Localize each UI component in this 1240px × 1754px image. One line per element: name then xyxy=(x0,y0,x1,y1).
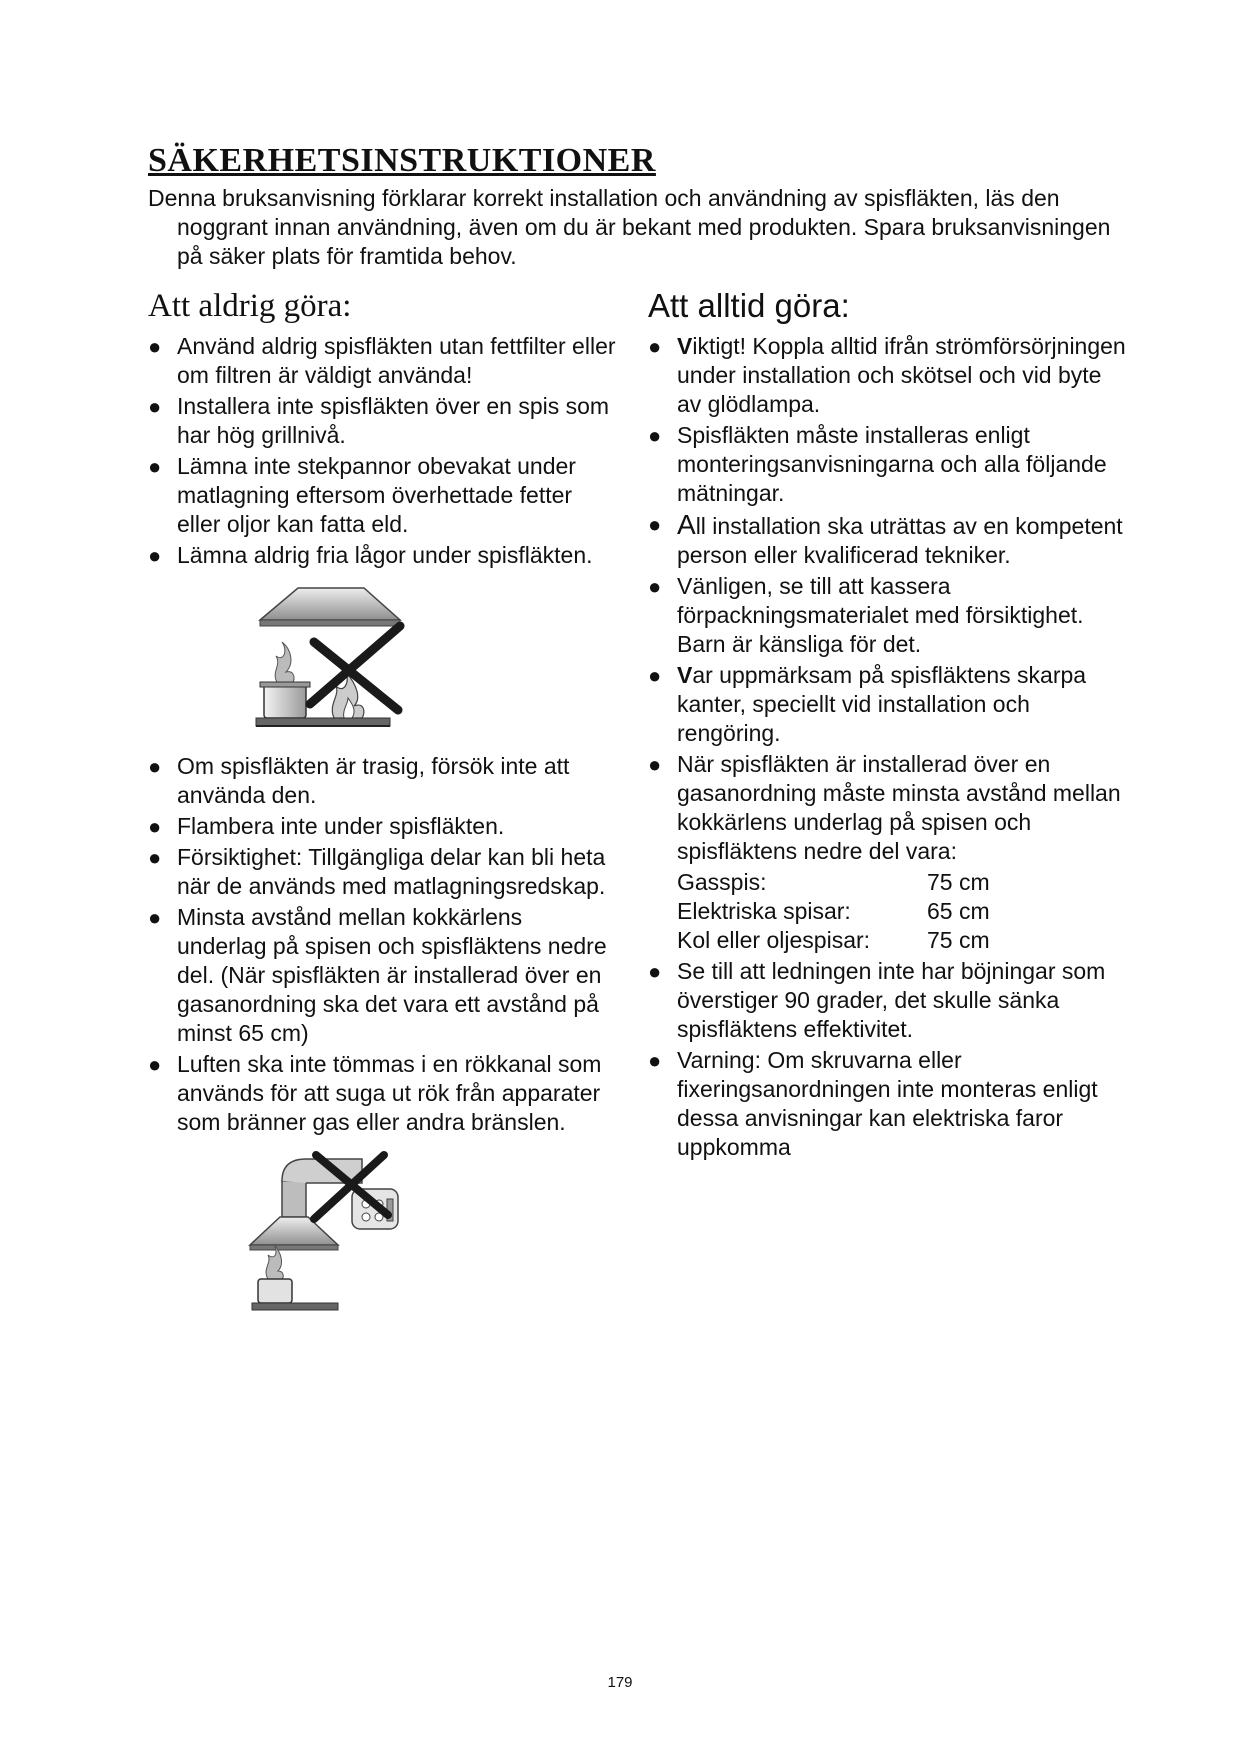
list-item: ● Flambera inte under spisfläkten. xyxy=(148,813,505,839)
bullet-icon: ● xyxy=(648,423,662,448)
list-item: ● Viktigt! Koppla alltid ifrån strömförsörjningen under installation och skötsel och vid byte av glödlampa. xyxy=(648,333,1126,417)
list-item: ● Lämna aldrig fria lågor under spisfläkten. xyxy=(148,542,593,568)
bullet-icon: ● xyxy=(648,663,662,688)
never-do-list-bottom xyxy=(148,752,618,1137)
list-item: ● Försiktighet: Tillgängliga delar kan bli heta när de används med matlagningsredskap. xyxy=(148,844,606,899)
list-item: ● Lämna inte stekpannor obevakat under matlagning eftersom överhettade fetter eller oljor kan fatta eld. xyxy=(148,453,576,537)
distance-table xyxy=(677,868,1128,955)
never-do-column xyxy=(148,286,618,1330)
no-open-flame-under-hood-icon xyxy=(248,586,418,736)
bullet-icon: ● xyxy=(648,334,662,359)
bullet-icon: ● xyxy=(648,574,662,599)
bullet-icon: ● xyxy=(148,905,162,930)
always-do-heading: Att alltid göra: xyxy=(648,287,850,324)
bullet-icon: ● xyxy=(648,512,662,537)
list-item: ● Var uppmärksam på spisfläktens skarpa kanter, speciellt vid installation och rengöring. xyxy=(648,662,1087,746)
always-do-list-after xyxy=(648,957,1128,1162)
list-item: ● All installation ska uträttas av en kompetent person eller kvalificerad tekniker. xyxy=(648,509,1123,568)
always-do-column xyxy=(648,286,1128,1164)
intro-paragraph: Denna bruksanvisning förklarar korrekt installation och användning av spisfläkten, läs den noggrant innan användning, även om du är bekant med produkten. Spara bruksanvisningen på säker plats för framtida behov. xyxy=(148,185,1111,269)
always-do-list xyxy=(648,332,1128,866)
bullet-icon: ● xyxy=(648,752,662,777)
list-item: ● Använd aldrig spisfläkten utan fettfilter eller om filtren är väldigt använda! xyxy=(148,333,616,388)
bullet-icon: ● xyxy=(148,754,162,779)
bullet-icon: ● xyxy=(648,1048,662,1073)
list-item: ● Luften ska inte tömmas i en rökkanal som används för att suga ut rök från apparater som bränner gas eller andra bränslen. xyxy=(148,1051,602,1135)
bullet-icon: ● xyxy=(648,959,662,984)
page-number: 179 xyxy=(607,1674,633,1691)
list-item: ● Om spisfläkten är trasig, försök inte att använda den. xyxy=(148,753,570,808)
distance-row: Gasspis: 75 cm xyxy=(677,869,990,895)
list-item: ● Varning: Om skruvarna eller fixeringsanordningen inte monteras enligt dessa anvisningar kan elektriska faror uppkomma xyxy=(648,1047,1098,1160)
bullet-icon: ● xyxy=(148,845,162,870)
never-do-heading: Att aldrig göra: xyxy=(148,288,352,324)
never-do-list-top xyxy=(148,332,618,570)
bullet-icon: ● xyxy=(148,334,162,359)
list-item: ● Installera inte spisfläkten över en spis som har hög grillnivå. xyxy=(148,393,610,448)
bullet-icon: ● xyxy=(148,394,162,419)
bullet-icon: ● xyxy=(148,1052,162,1077)
list-item: ● Se till att ledningen inte har böjningar som överstiger 90 grader, det skulle sänka spisfläktens effektivitet. xyxy=(648,958,1106,1042)
page-title: SÄKERHETSINSTRUKTIONER xyxy=(148,142,656,179)
list-item: ● Vänligen, se till att kassera förpackningsmaterialet med försiktighet. Barn är känsliga för det. xyxy=(648,573,1084,657)
list-item: ● Minsta avstånd mellan kokkärlens underlag på spisen och spisfläktens nedre del. (När spisfläkten är installerad över en gasanordning ska det vara ett avstånd på minst 65 cm) xyxy=(148,904,607,1046)
no-shared-flue-icon xyxy=(244,1149,414,1314)
bullet-icon: ● xyxy=(148,454,162,479)
distance-row: Elektriska spisar: 65 cm xyxy=(677,898,990,924)
bullet-icon: ● xyxy=(148,543,162,568)
list-item: ● När spisfläkten är installerad över en gasanordning måste minsta avstånd mellan kokkärlens underlag på spisen och spisfläktens nedre del vara: xyxy=(648,751,1121,864)
distance-row: Kol eller oljespisar: 75 cm xyxy=(677,927,990,953)
bullet-icon: ● xyxy=(148,814,162,839)
list-item: ● Spisfläkten måste installeras enligt monteringsanvisningarna och alla följande mätningar. xyxy=(648,422,1107,506)
